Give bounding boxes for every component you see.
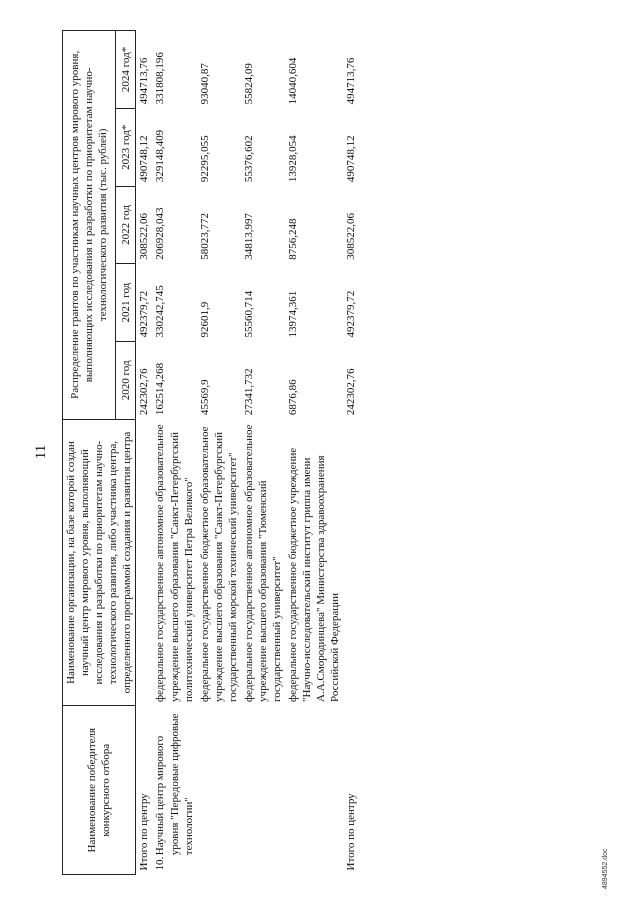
page-number: 11: [33, 444, 49, 460]
value-cell: 492379,72: [138, 290, 151, 338]
value-cell: 58023,772: [198, 213, 211, 260]
value-cell: 494713,76: [138, 57, 151, 105]
value-cell: 8756,248: [287, 218, 300, 260]
total-row: [343, 31, 359, 875]
table-row: [152, 31, 196, 875]
table-row: [285, 31, 343, 875]
organization-cell: федеральное государственное бюджетное образовательное учреждение высшего образования "Санкт-Петербургский государственный морской технический университет": [198, 426, 239, 702]
organization-cell: [136, 419, 153, 706]
value-cell: 329148,409: [154, 129, 167, 183]
total-label: Итого по центру: [138, 793, 151, 871]
value-cell: 490748,12: [138, 135, 151, 183]
row-number: [197, 859, 241, 874]
row-number: [241, 859, 285, 874]
header-year: 2021 год: [116, 264, 136, 342]
header-year: 2022 год: [116, 186, 136, 264]
value-cell: 93040,87: [198, 63, 211, 105]
grants-table: [62, 30, 360, 875]
value-cell: 206928,043: [154, 207, 167, 260]
value-cell: 490748,12: [345, 135, 358, 183]
organization-cell: федеральное государственное автономное образовательное учреждение высшего образования "Санкт-Петербургский политехнический университет Петра Великого": [154, 424, 195, 702]
organization-cell: [343, 419, 359, 706]
value-cell: 45569,9: [198, 379, 211, 416]
value-cell: 331808,196: [154, 52, 167, 105]
table-row: [197, 31, 241, 875]
value-cell: 92601,9: [198, 301, 211, 338]
value-cell: 242302,76: [138, 368, 151, 416]
value-cell: 92295,055: [198, 135, 211, 183]
value-cell: 55376,602: [242, 135, 255, 183]
organization-cell: федеральное государственное бюджетное учреждение "Научно-исследовательский институт гриппа имени А.А.Смородинцева" Министерства здравоохранения Российской Федерации: [287, 447, 342, 702]
header-organization: Наименование организации, на базе которой создан научный центр мирового уровня, выполняющий исследования и разработки по приоритетам научно-технологического развития, либо участника центра, определенного программой создания и развития центра: [63, 419, 136, 706]
winner-cell: [285, 706, 343, 859]
organization-cell: федеральное государственное автономное образовательное учреждение высшего образования "Тюменский государственный университет": [242, 424, 284, 702]
table-body: [136, 31, 360, 875]
document-code: 4894552.doc: [602, 848, 609, 889]
value-cell: 13928,054: [287, 135, 300, 183]
value-cell: 55560,714: [242, 290, 255, 338]
total-label: Итого по центру: [345, 793, 358, 871]
value-cell: 6876,86: [287, 379, 300, 416]
value-cell: 162514,268: [154, 362, 167, 416]
value-cell: 13974,361: [287, 290, 300, 338]
header-winner: Наименование победителя конкурсного отбора: [63, 706, 136, 875]
header-year: 2020 год: [116, 341, 136, 419]
winner-cell: Научный центр мирового уровня "Передовые цифровые технологии": [154, 713, 195, 856]
value-cell: 27341,732: [242, 368, 255, 416]
value-cell: 492379,72: [345, 290, 358, 338]
row-number: 10.: [154, 856, 167, 871]
header-year: 2023 год*: [116, 108, 136, 186]
value-cell: 34813,997: [242, 213, 255, 260]
header-distribution: Распределение грантов по участникам научных центров мирового уровня, выполняющих исследования и разработки по приоритетам научно-технологического развития (тыс. рублей): [63, 31, 116, 420]
winner-cell: [241, 706, 285, 859]
row-number: [285, 859, 343, 874]
value-cell: 55824,09: [242, 63, 255, 105]
table-header: [63, 31, 136, 875]
value-cell: 494713,76: [345, 57, 358, 105]
total-row: [136, 31, 153, 875]
table-row: [241, 31, 285, 875]
winner-cell: [197, 706, 241, 859]
value-cell: 308522,06: [345, 213, 358, 260]
header-year: 2024 год*: [116, 31, 136, 109]
value-cell: 330242,745: [154, 285, 167, 338]
value-cell: 308522,06: [138, 213, 151, 260]
value-cell: 14040,604: [287, 57, 300, 105]
value-cell: 242302,76: [345, 368, 358, 416]
